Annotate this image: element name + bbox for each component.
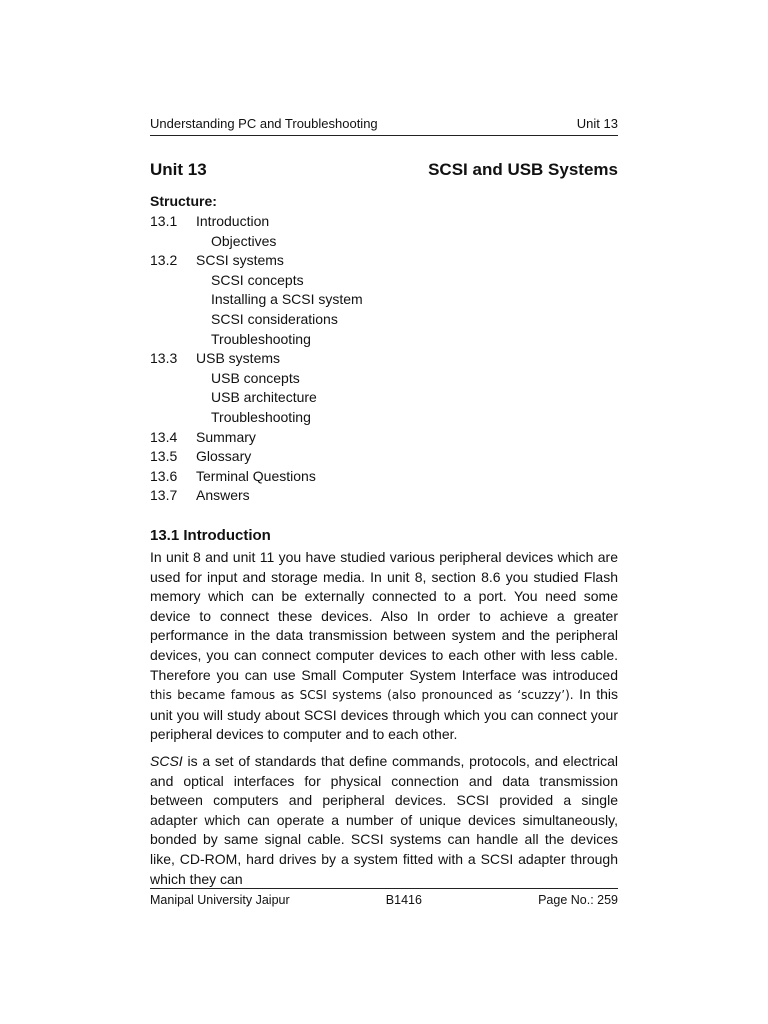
intro-text: In unit 8 and unit 11 you have studied various peripheral devices which are used for input and storage media. In unit 8, section 8.6 you studied Flash memory which can be externally connected to a port. You need some device to connect these devices. Also In order to achieve a greater performance in the data transmission between system and the peripheral devices, you can connect computer devices to each other with less cable. Therefore you can use Small Computer System Interface was introduced [150,549,618,683]
running-footer [150,888,618,907]
toc-subentry: USB architecture [211,389,317,406]
toc-label: SCSI systems [196,252,284,269]
page-number: Page No.: 259 [538,893,618,907]
running-header [150,116,618,136]
header-unit-label: Unit 13 [576,116,618,131]
toc-subentry: Troubleshooting [211,408,311,425]
toc-entry [150,349,618,369]
scsi-term: SCSI [150,753,183,769]
toc-entry [150,447,618,467]
toc-label: Summary [196,428,256,445]
intro-text-small: this became famous as SCSI systems (also pronounced as ‘scuzzy’). [150,688,574,703]
toc-subentry: Installing a SCSI system [211,291,363,308]
document-page [150,0,618,1024]
section-heading: 13.1 Introduction [150,527,271,544]
toc-number: 13.2 [150,252,178,269]
toc-subentry: USB concepts [211,369,300,386]
toc-subentry: SCSI considerations [211,310,338,327]
scsi-paragraph [150,752,618,889]
toc-label: Answers [196,487,250,504]
scsi-text: is a set of standards that define commands, protocols, and electrical and optical interfaces for physical connection and data transmission between computers and peripheral devices. SCSI provided a single adapter which can operate a number of unique devices simultaneously, bonded by same signal cable. SCSI systems can handle all the devices like, CD-ROM, hard drives by a system fitted with a SCSI adapter through which they can [150,753,618,887]
intro-paragraph [150,548,618,745]
intro-text-end: In this unit you will study about SCSI devices through which you can connect your peripheral devices to computer and to each other. [150,686,618,743]
unit-number: Unit 13 [150,160,207,179]
toc-number: 13.1 [150,213,178,229]
toc-subentry: Objectives [211,232,277,249]
toc-number: 13.3 [150,350,178,367]
toc-label: Introduction [196,213,270,229]
toc-subentry: Troubleshooting [211,330,311,347]
toc-label: Glossary [196,448,252,465]
toc-number: 13.6 [150,467,178,484]
footer-course-code: B1416 [385,893,422,907]
book-title: Understanding PC and Troubleshooting [150,116,378,131]
table-of-contents [150,212,618,506]
toc-number: 13.5 [150,448,178,465]
toc-subentry: SCSI concepts [211,271,304,288]
structure-label: Structure: [150,193,217,209]
toc-number: 13.4 [150,428,178,445]
toc-number: 13.7 [150,487,178,504]
toc-entry [150,428,618,448]
toc-entry [150,486,618,506]
toc-label: Terminal Questions [196,467,316,484]
toc-entry [150,467,618,487]
footer-institution: Manipal University Jaipur [150,893,290,907]
unit-name: SCSI and USB Systems [428,160,618,179]
toc-entry [150,251,618,271]
unit-title-row [150,160,618,180]
toc-entry [150,212,618,232]
toc-label: USB systems [196,350,281,367]
